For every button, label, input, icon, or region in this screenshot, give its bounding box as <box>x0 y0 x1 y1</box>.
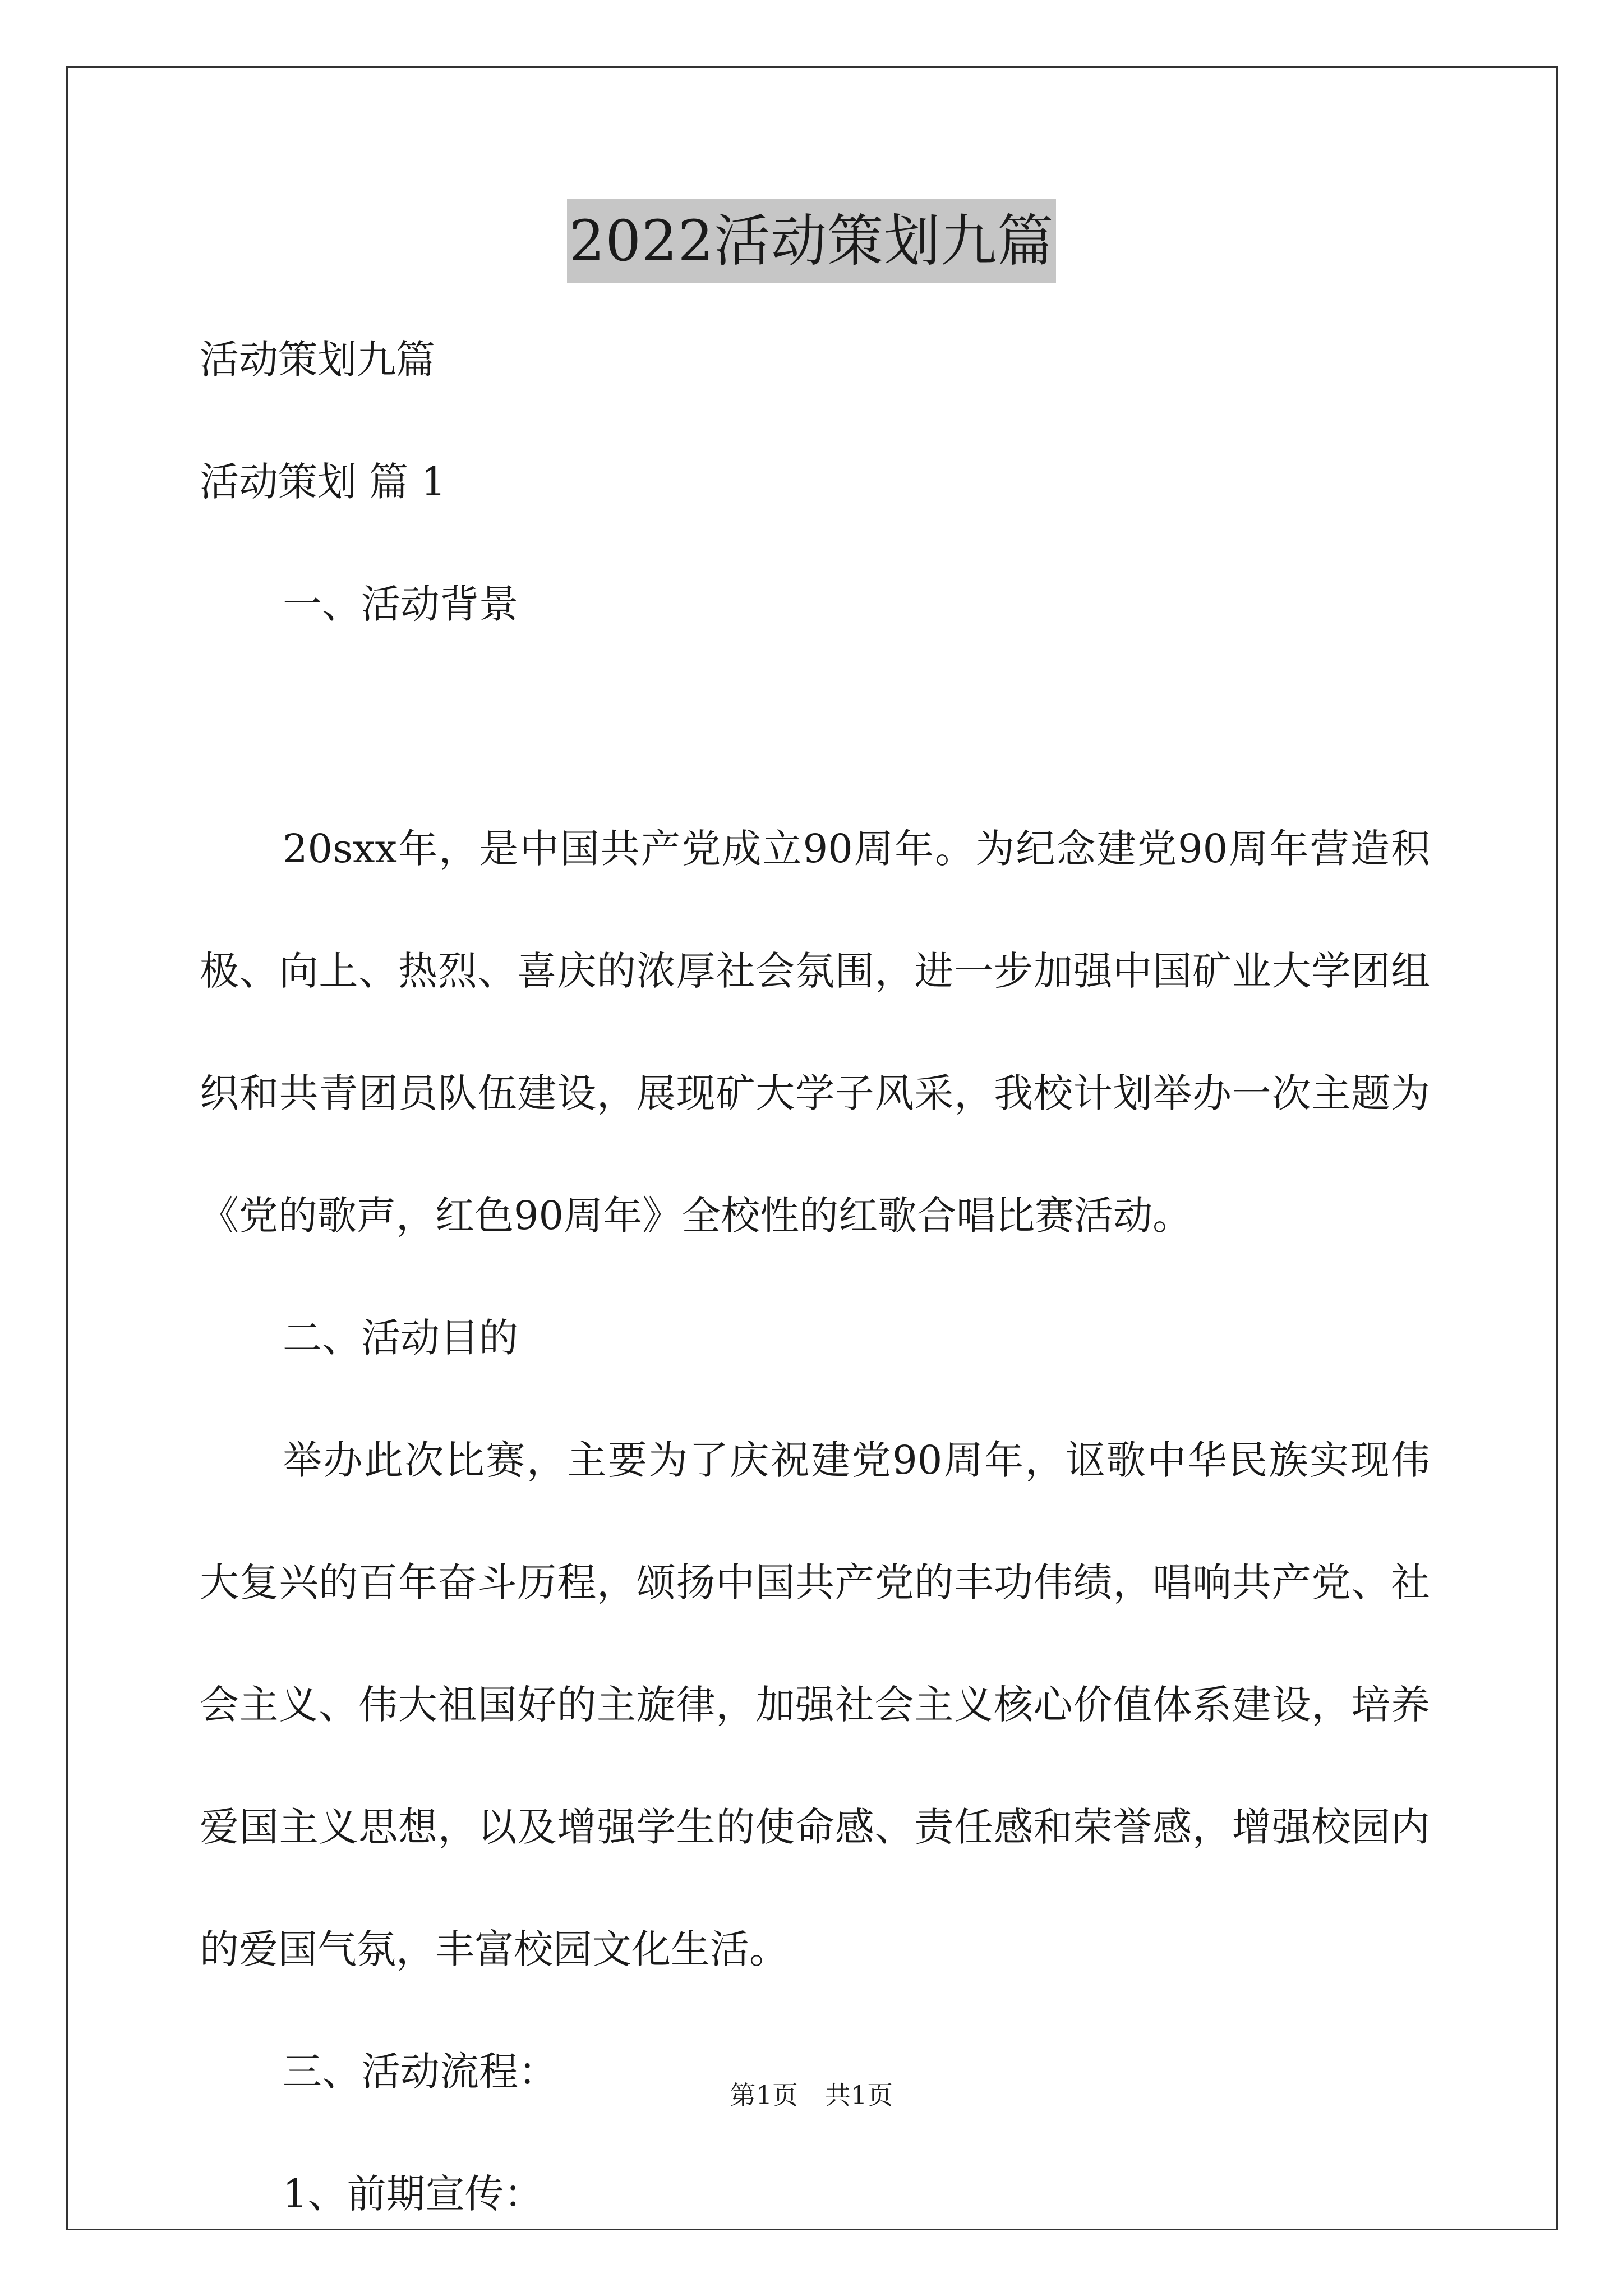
blank-line <box>200 665 1430 788</box>
document-title: 2022活动策划九篇 <box>567 199 1057 283</box>
page-number: 第1页 <box>730 2080 798 2110</box>
page-footer <box>0 2078 1623 2112</box>
heading-background: 一、活动背景 <box>283 581 518 627</box>
section-heading: 活动策划 篇 1 <box>200 459 446 505</box>
page-total: 共1页 <box>825 2080 893 2110</box>
document-body <box>200 298 1430 2255</box>
subtitle: 活动策划九篇 <box>200 337 435 383</box>
paragraph-background: 20sxx年，是中国共产党成立90周年。为纪念建党90周年营造积极、向上、热烈、喜庆的浓厚社会氛围，进一步加强中国矿业大学团组织和共青团员队伍建设，展现矿大学子风采，我校计划举办一次主题为《党的歌声，红色90周年》全校性的红歌合唱比赛活动。 <box>200 826 1430 1239</box>
heading-purpose: 二、活动目的 <box>283 1315 518 1361</box>
paragraph-purpose: 举办此次比赛，主要为了庆祝建党90周年，讴歌中华民族实现伟大复兴的百年奋斗历程，颂扬中国共产党的丰功伟绩，唱响共产党、社会主义、伟大祖国好的主旋律，加强社会主义核心价值体系建设，培养爱国主义思想，以及增强学生的使命感、责任感和荣誉感，增强校园内的爱国气氛，丰富校园文化生活。 <box>200 1437 1430 1972</box>
heading-process: 三、活动流程： <box>283 2049 557 2095</box>
heading-publicity: 1、前期宣传： <box>283 2171 543 2217</box>
title-container <box>0 199 1623 283</box>
